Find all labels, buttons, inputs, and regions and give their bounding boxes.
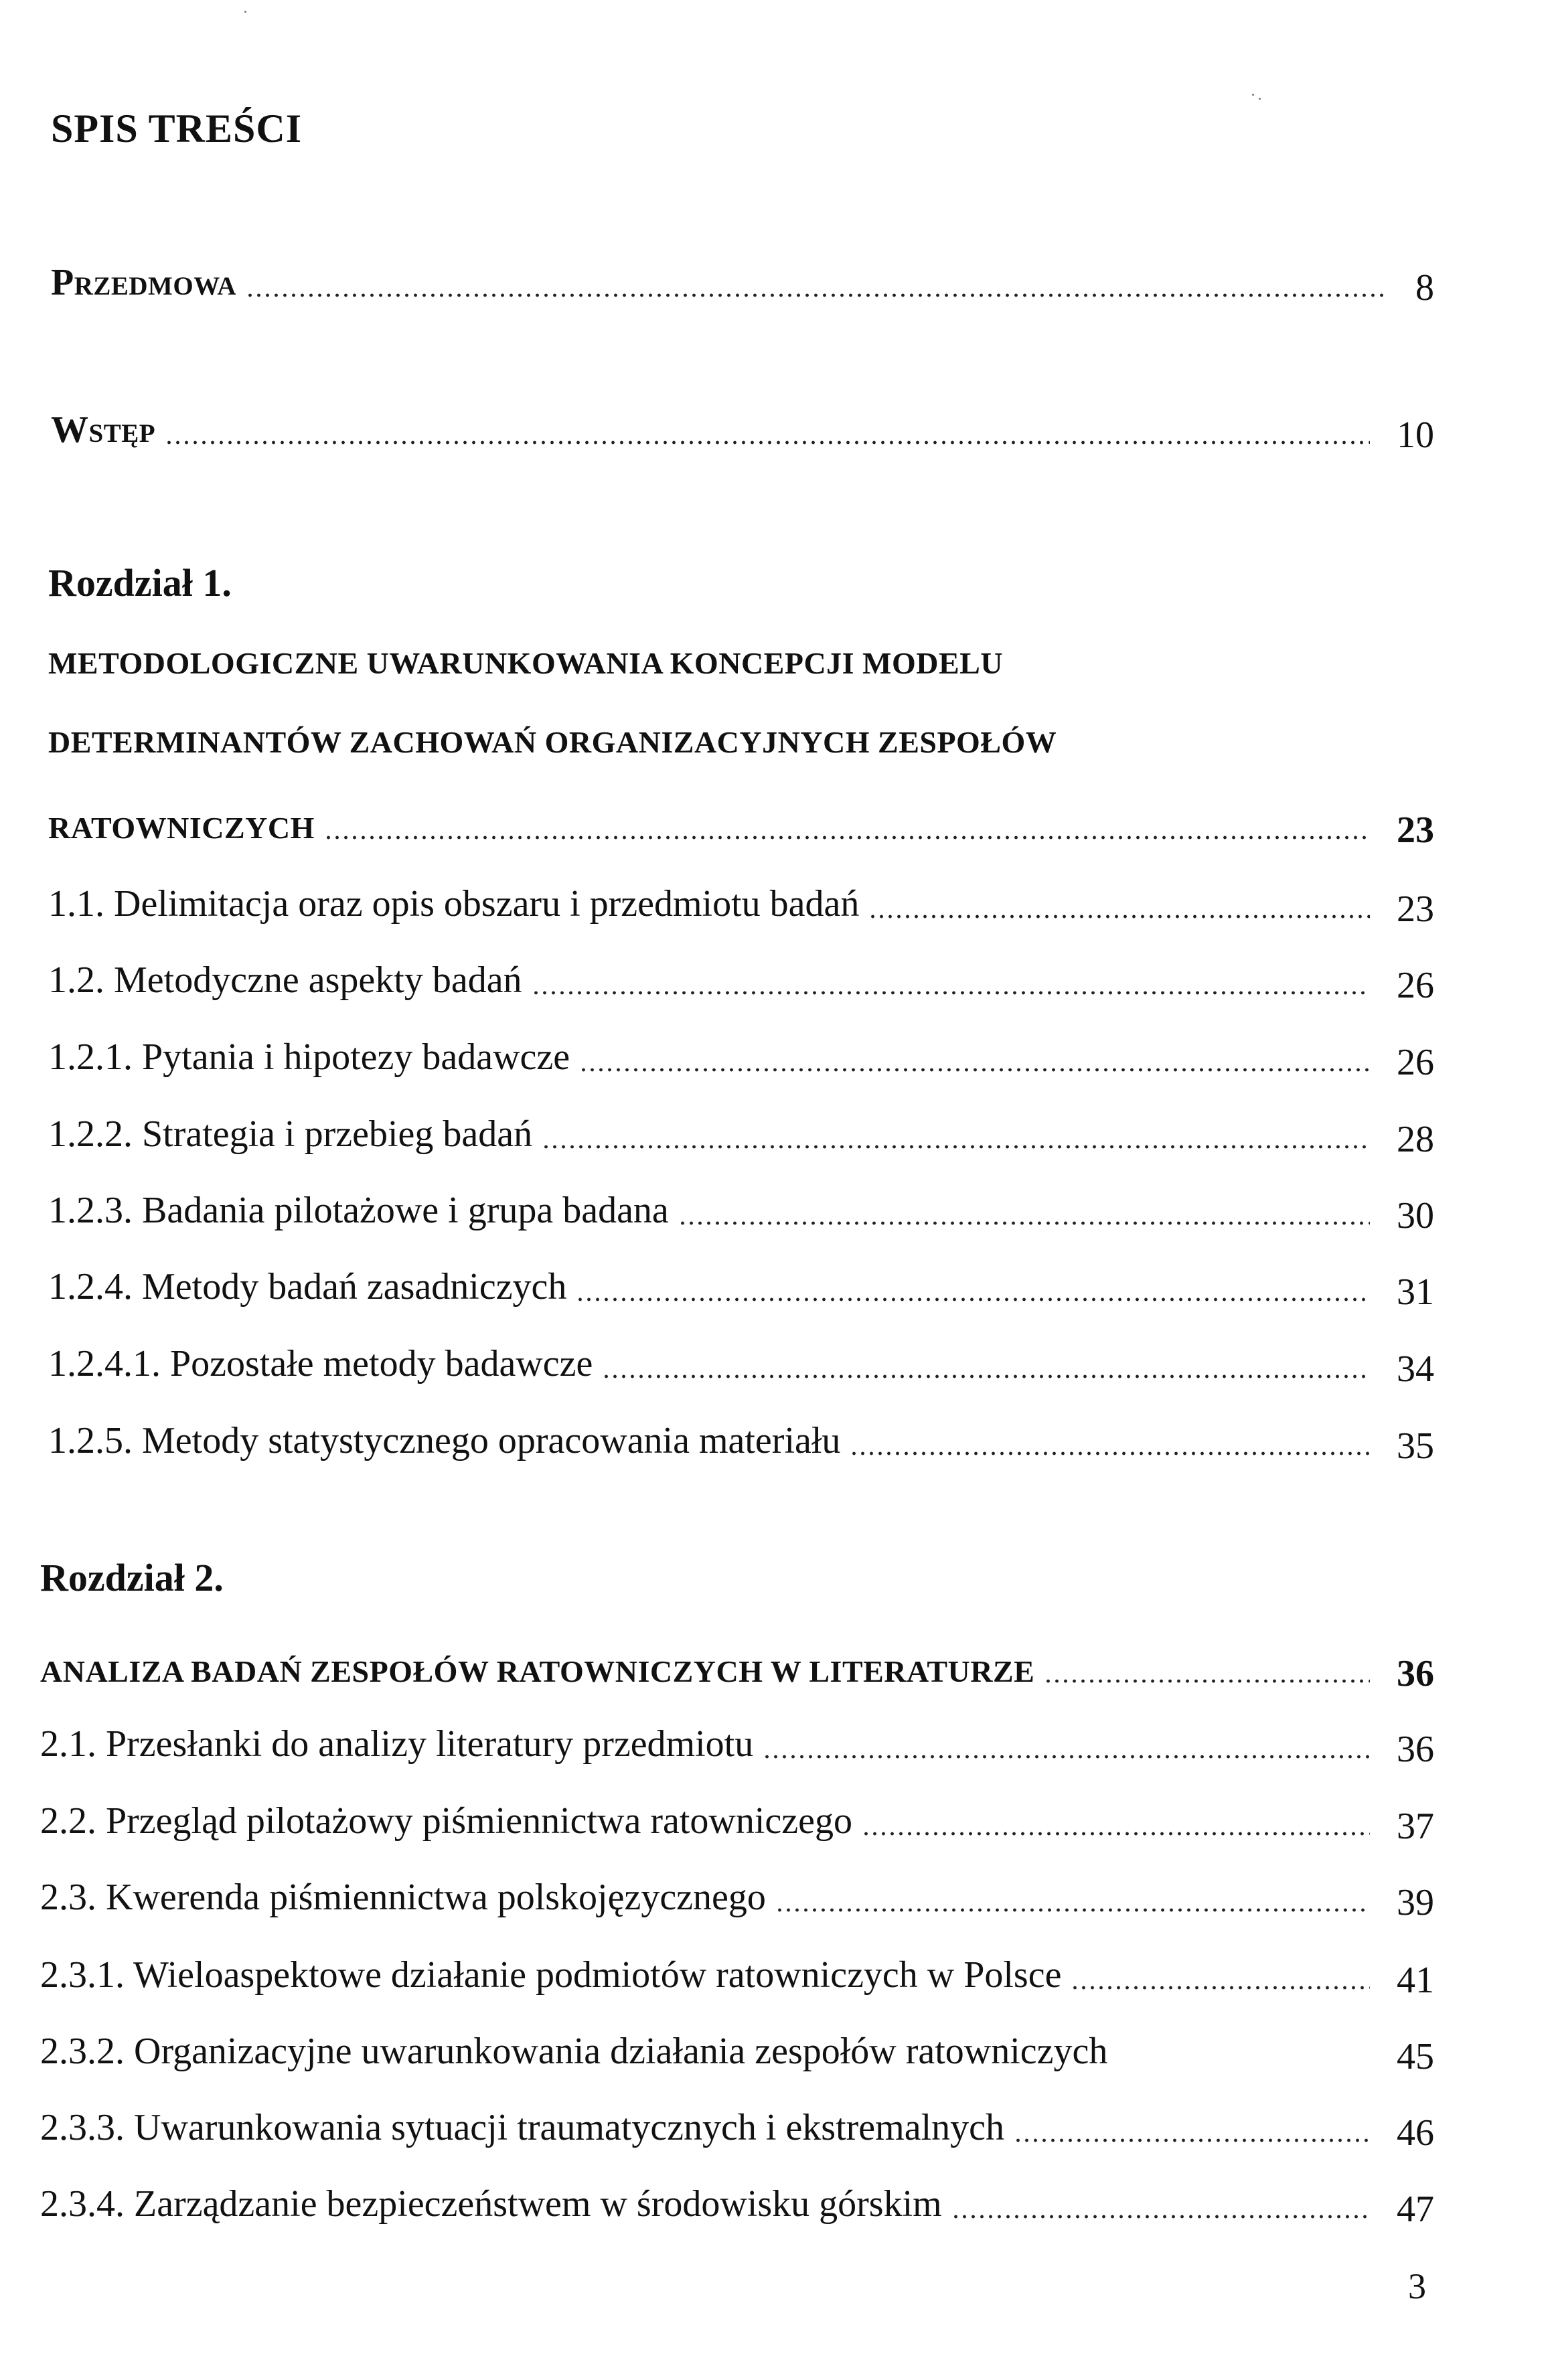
toc-entry-label: 1.2. Metodyczne aspekty badań xyxy=(48,959,522,1001)
toc-entry-label: 1.2.1. Pytania i hipotezy badawcze xyxy=(48,1036,570,1078)
toc-entry-label: 2.2. Przegląd pilotażowy piśmiennictwa ratowniczego xyxy=(40,1800,852,1842)
toc-entry-1-2-3 xyxy=(0,1176,1552,1237)
leader-dots xyxy=(775,1908,1370,1912)
toc-entry-page: 26 xyxy=(1397,965,1434,1006)
chapter-2-title xyxy=(0,1634,1552,1694)
leader-dots xyxy=(324,836,1370,840)
toc-entry-wstep xyxy=(0,395,1552,456)
toc-entry-page: 46 xyxy=(1397,2112,1434,2154)
toc-entry-page: 45 xyxy=(1397,2036,1434,2077)
toc-entry-page: 41 xyxy=(1397,1960,1434,2001)
toc-entry-page: 31 xyxy=(1397,1271,1434,1313)
toc-entry-2-3 xyxy=(0,1862,1552,1923)
toc-entry-2-1 xyxy=(0,1709,1552,1770)
leader-dots xyxy=(951,2215,1370,2219)
toc-entry-page: 47 xyxy=(1397,2189,1434,2230)
toc-entry-1-2-2 xyxy=(0,1099,1552,1160)
toc-entry-label: 1.2.5. Metody statystycznego opracowania materiału xyxy=(48,1420,841,1461)
leader-dots xyxy=(862,1832,1370,1836)
toc-entry-label: 2.1. Przesłanki do analizy literatury przedmiotu xyxy=(40,1723,754,1765)
toc-entry-page: 35 xyxy=(1397,1425,1434,1467)
chapter-1-title-line-3 xyxy=(0,790,1552,851)
toc-entry-1-2-5 xyxy=(0,1406,1552,1467)
leader-dots xyxy=(576,1297,1370,1301)
scan-speck xyxy=(244,11,246,13)
toc-entry-2-3-4 xyxy=(0,2169,1552,2230)
toc-entry-page: 10 xyxy=(1397,414,1434,456)
leader-dots xyxy=(1071,1986,1370,1990)
toc-entry-label: 1.1. Delimitacja oraz opis obszaru i przedmiotu badań xyxy=(48,883,860,925)
toc-entry-1-2-4 xyxy=(0,1252,1552,1313)
leader-dots xyxy=(602,1374,1370,1378)
toc-entry-label: 1.2.2. Strategia i przebieg badań xyxy=(48,1113,533,1155)
toc-entry-1-2-1 xyxy=(0,1022,1552,1083)
chapter-1-heading: Rozdział 1. xyxy=(48,561,232,605)
chapter-1-title-line-2: DETERMINANTÓW ZACHOWAŃ ORGANIZACYJNYCH ZESPOŁÓW xyxy=(48,725,1057,759)
chapter-2-heading: Rozdział 2. xyxy=(40,1556,224,1599)
toc-entry-label: ANALIZA BADAŃ ZESPOŁÓW RATOWNICZYCH W LITERATURZE xyxy=(40,1654,1035,1688)
toc-entry-label: 2.3.1. Wieloaspektowe działanie podmiotów ratowniczych w Polsce xyxy=(40,1954,1062,1996)
leader-dots xyxy=(165,441,1370,445)
toc-entry-1-2 xyxy=(0,945,1552,1006)
toc-entry-page: 36 xyxy=(1397,1729,1434,1770)
scan-speck xyxy=(1259,98,1261,100)
toc-entry-label: 1.2.4. Metody badań zasadniczych xyxy=(48,1266,567,1307)
leader-dots xyxy=(1014,2138,1370,2142)
toc-entry-label: 1.2.4.1. Pozostałe metody badawcze xyxy=(48,1343,593,1384)
toc-entry-1-1 xyxy=(0,869,1552,930)
leader-dots xyxy=(542,1145,1370,1149)
leader-dots xyxy=(246,293,1389,297)
leader-dots xyxy=(1044,1679,1370,1683)
toc-entry-label: 2.3.4. Zarządzanie bezpieczeństwem w środowisku górskim xyxy=(40,2183,942,2225)
toc-entry-page: 36 xyxy=(1397,1653,1434,1694)
toc-entry-page: 37 xyxy=(1397,1806,1434,1847)
leader-dots xyxy=(678,1221,1370,1225)
scan-speck xyxy=(1252,94,1254,96)
toc-entry-2-3-2 xyxy=(0,2016,1552,2077)
toc-entry-label: Przedmowa xyxy=(51,262,237,303)
leader-dots xyxy=(532,991,1370,995)
toc-entry-2-3-3 xyxy=(0,2093,1552,2154)
leader-dots xyxy=(579,1068,1370,1072)
page-title: SPIS TREŚCI xyxy=(51,106,303,151)
toc-entry-label: 2.3.3. Uwarunkowania sytuacji traumatycznych i ekstremalnych xyxy=(40,2107,1004,2148)
page-number: 3 xyxy=(1408,2266,1426,2306)
toc-entry-page: 30 xyxy=(1397,1195,1434,1237)
toc-entry-label: 1.2.3. Badania pilotażowe i grupa badana xyxy=(48,1190,669,1231)
toc-entry-page: 39 xyxy=(1397,1882,1434,1923)
toc-entry-page: 23 xyxy=(1397,888,1434,930)
toc-entry-label: Wstęp xyxy=(51,409,156,451)
leader-dots xyxy=(763,1755,1370,1759)
toc-entry-label: 2.3. Kwerenda piśmiennictwa polskojęzycznego xyxy=(40,1877,766,1918)
leader-dots xyxy=(850,1451,1370,1455)
toc-entry-page: 23 xyxy=(1397,809,1434,851)
toc-entry-2-2 xyxy=(0,1786,1552,1847)
toc-entry-page: 34 xyxy=(1397,1348,1434,1390)
toc-entry-label: RATOWNICZYCH xyxy=(48,811,315,845)
toc-entry-1-2-4-1 xyxy=(0,1329,1552,1390)
toc-entry-page: 8 xyxy=(1415,267,1434,309)
toc-entry-page: 26 xyxy=(1397,1042,1434,1083)
toc-entry-label: 2.3.2. Organizacyjne uwarunkowania działania zespołów ratowniczych xyxy=(40,2031,1108,2072)
leader-dots xyxy=(868,915,1370,919)
toc-entry-przedmowa xyxy=(0,248,1552,309)
chapter-1-title-line-1: METODOLOGICZNE UWARUNKOWANIA KONCEPCJI MODELU xyxy=(48,646,1004,680)
toc-entry-page: 28 xyxy=(1397,1119,1434,1160)
toc-entry-2-3-1 xyxy=(0,1940,1552,2001)
